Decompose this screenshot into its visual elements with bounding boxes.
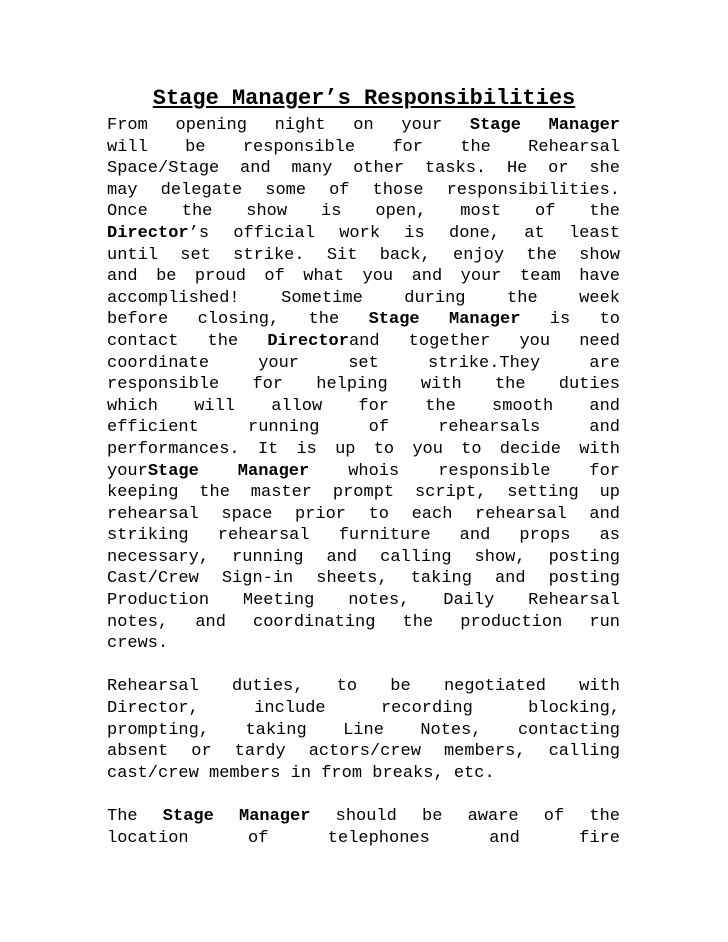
text-line [107, 266, 620, 288]
text-line [107, 353, 620, 375]
text-run: and be proud of what you and your team have [107, 267, 620, 287]
text-line [107, 720, 620, 742]
text-run: efficient running of rehearsals and [107, 418, 620, 438]
text-run: until set strike. Sit back, enjoy the show [107, 245, 620, 265]
paragraph [107, 806, 620, 849]
text-run: your [107, 461, 148, 481]
text-line [107, 590, 620, 612]
paragraph [107, 115, 620, 655]
text-line [107, 482, 620, 504]
text-line [107, 374, 620, 396]
text-run: Once the show is open, most of the [107, 202, 620, 222]
text-run: location of telephones and fire [107, 828, 620, 848]
text-run: and together you need [348, 331, 620, 351]
text-line [107, 331, 620, 353]
bold-term: Stage Manager [368, 310, 521, 330]
text-line [107, 461, 620, 483]
text-line [107, 180, 620, 202]
text-line [107, 741, 620, 763]
text-line [107, 137, 620, 159]
text-run: The [107, 807, 163, 826]
text-run: notes, and coordinating the production run [107, 612, 620, 632]
bold-term: Director [267, 331, 349, 351]
text-line [107, 504, 620, 526]
text-line [107, 439, 620, 461]
text-run: ’s official work is done, at least [188, 223, 620, 243]
text-line [107, 223, 620, 245]
text-run: necessary, running and calling show, posting [107, 547, 620, 567]
text-line [107, 806, 620, 828]
text-line [107, 288, 620, 310]
text-run: may delegate some of those responsibilities. [107, 180, 620, 200]
text-line [107, 417, 620, 439]
text-run: absent or tardy actors/crew members, calling [107, 742, 620, 762]
text-run: crews. [107, 634, 169, 654]
text-line [107, 633, 620, 655]
text-line [107, 525, 620, 547]
text-run: rehearsal space prior to each rehearsal and [107, 504, 620, 524]
text-line [107, 698, 620, 720]
text-run: whois responsible for [309, 461, 620, 481]
text-line [107, 245, 620, 267]
text-run: cast/crew members in from breaks, etc. [107, 763, 495, 783]
text-run: contact the [107, 331, 268, 351]
text-line [107, 676, 620, 698]
bold-term: Stage Manager [147, 461, 310, 481]
text-run: is to [520, 310, 620, 330]
text-run: striking rehearsal furniture and props as [107, 526, 620, 546]
bold-term: Stage Manager [469, 116, 620, 135]
text-run: should be aware of the [310, 807, 621, 826]
document-body [107, 115, 620, 849]
text-line [107, 115, 620, 137]
text-line [107, 568, 620, 590]
text-line [107, 763, 620, 785]
page-title: Stage Manager’s Responsibilities [152, 86, 576, 111]
text-run: performances. It is up to you to decide with [107, 439, 620, 459]
text-line [107, 612, 620, 634]
text-line [107, 309, 620, 331]
text-run: Rehearsal duties, to be negotiated with [107, 677, 620, 697]
paragraph [107, 676, 620, 784]
text-run: accomplished! Sometime during the week [107, 288, 620, 308]
text-line [107, 201, 620, 223]
paragraph-gap [107, 784, 620, 806]
text-run: prompting, taking Line Notes, contacting [107, 720, 620, 740]
text-run: Production Meeting notes, Daily Rehearsal [107, 591, 620, 611]
bold-term: Director [107, 223, 189, 243]
text-run: responsible for helping with the duties [107, 375, 620, 395]
text-line [107, 158, 620, 180]
text-run: Space/Stage and many other tasks. He or she [107, 159, 620, 179]
text-line [107, 828, 620, 850]
text-run: will be responsible for the Rehearsal [107, 137, 620, 157]
bold-term: Stage Manager [162, 807, 311, 826]
text-run: Cast/Crew Sign-in sheets, taking and posting [107, 569, 620, 589]
text-run: before closing, the [107, 310, 369, 330]
text-line [107, 547, 620, 569]
paragraph-gap [107, 655, 620, 677]
text-line [107, 396, 620, 418]
text-run: keeping the master prompt script, setting up [107, 483, 620, 503]
text-run: coordinate your set strike.They are [107, 353, 620, 373]
text-run: which will allow for the smooth and [107, 396, 620, 416]
text-run: From opening night on your [107, 116, 470, 135]
text-run: Director, include recording blocking, [107, 699, 620, 719]
